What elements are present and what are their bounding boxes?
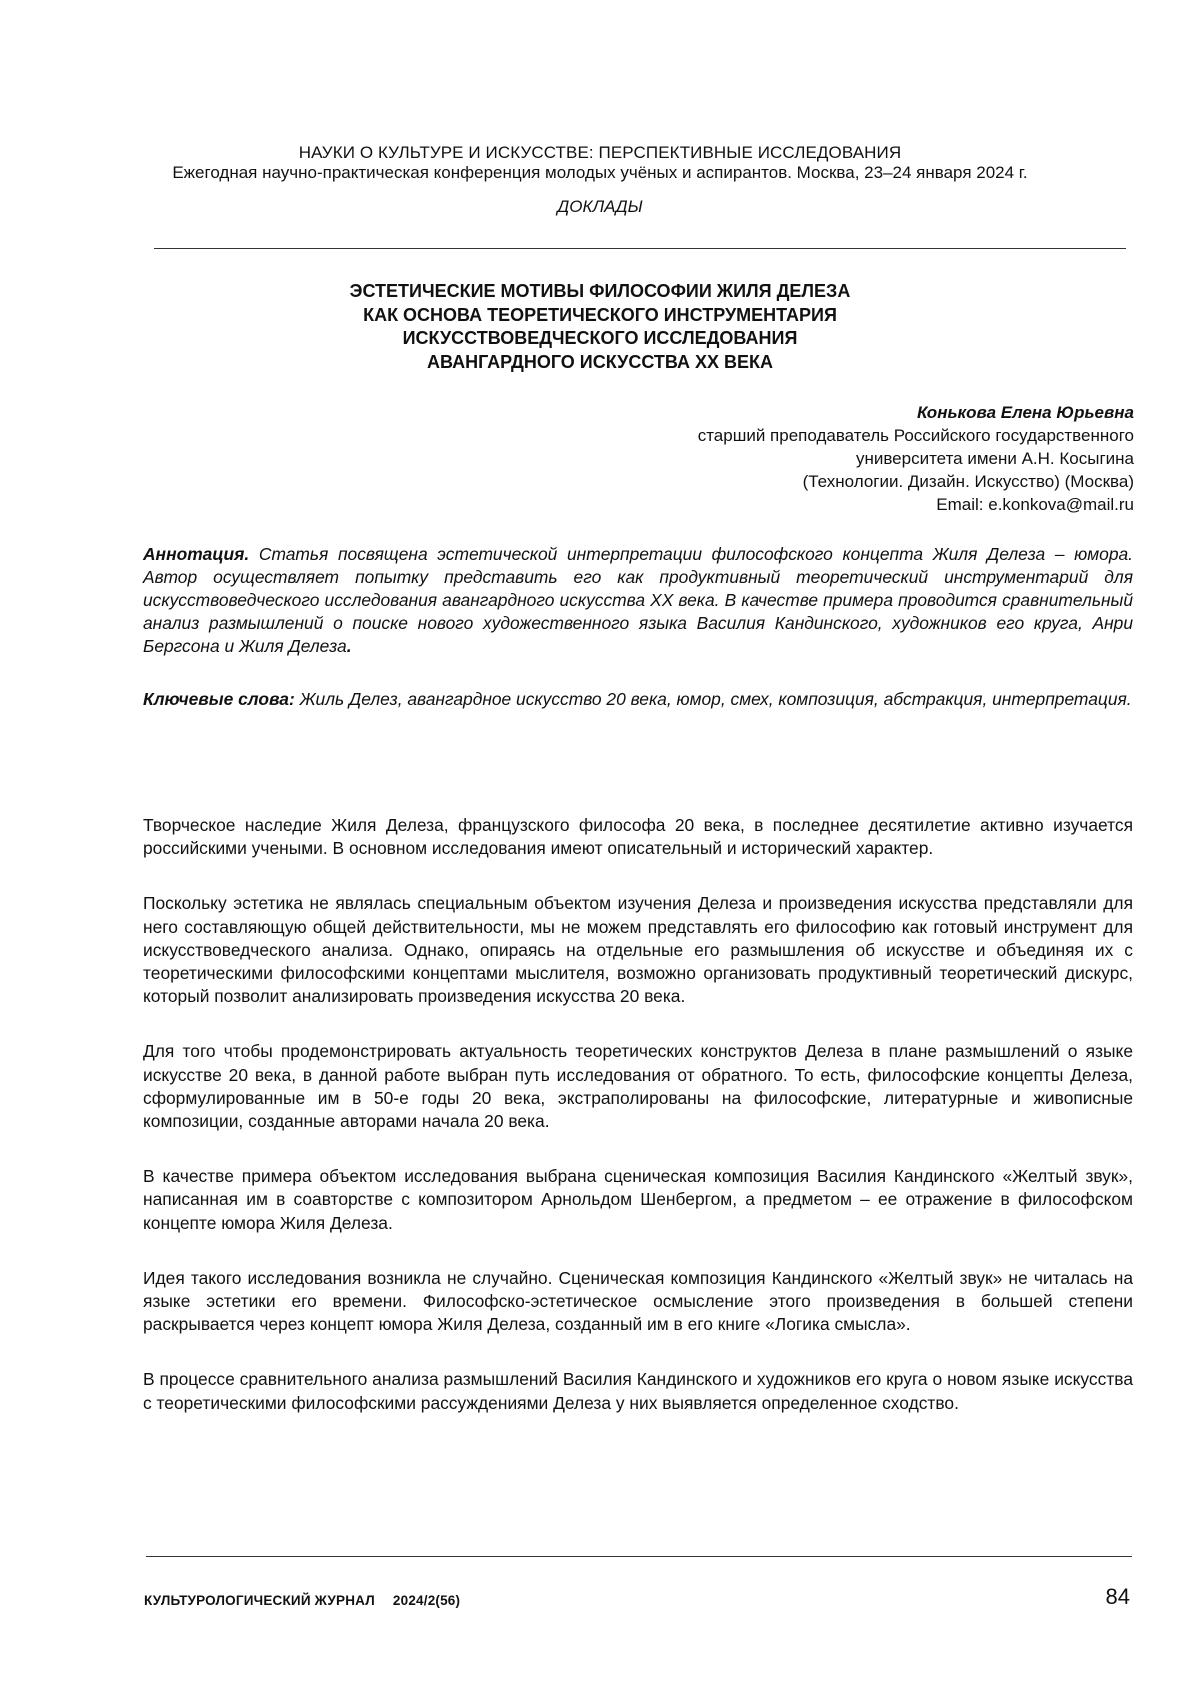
article-title-line: ЭСТЕТИЧЕСКИЕ МОТИВЫ ФИЛОСОФИИ ЖИЛЯ ДЕЛЕЗА — [349, 281, 851, 301]
author-affiliation-line: университета имени А.Н. Косыгина — [855, 449, 1134, 468]
keywords — [143, 688, 1133, 711]
author-email: Email: e.konkova@mail.ru — [936, 495, 1134, 514]
conference-title: НАУКИ О КУЛЬТУРЕ И ИСКУССТВЕ: ПЕРСПЕКТИВНЫЕ ИССЛЕДОВАНИЯ — [298, 143, 902, 162]
section-label: ДОКЛАДЫ — [557, 197, 643, 216]
article-body — [143, 814, 1133, 1447]
footer-divider — [146, 1556, 1132, 1557]
abstract-text: Статья посвящена эстетической интерпретации философского концепта Жиля Делеза – юмора. Автор осуществляет попытку представить его как продуктивный теоретический инструментарий для искусствоведческого исследования авангардного искусства XX века. В качестве примера проводится сравнительный анализ размышлений о поиске нового художественного языка Василия Кандинского, художников его круга, Анри Бергсона и Жиля Делеза — [143, 544, 1133, 656]
body-paragraph: Для того чтобы продемонстрировать актуальность теоретических конструктов Делеза в плане размышлений о языке искусстве 20 века, в данной работе выбран путь исследования от обратного. То есть, философские концепты Делеза, сформулированные им в 50-е годы 20 века, экстраполированы на философские, литературные и живописные композиции, созданные авторами начала 20 века. — [143, 1041, 1133, 1132]
header-divider — [154, 248, 1126, 249]
author-affiliation-line: (Технологии. Дизайн. Искусство) (Москва) — [802, 472, 1134, 491]
abstract-end-mark: . — [346, 636, 352, 656]
author-block — [514, 401, 1134, 516]
keywords-label: Ключевые слова: — [143, 689, 295, 709]
body-paragraph: В процессе сравнительного анализа размышлений Василия Кандинского и художников его круга о новом языке искусства с теоретическими философскими рассуждениями Делеза у них выявляется определенное сходство. — [143, 1369, 1133, 1413]
article-title-line: АВАНГАРДНОГО ИСКУССТВА XX ВЕКА — [426, 351, 774, 372]
article-title — [200, 280, 1000, 374]
journal-issue: 2024/2(56) — [392, 1593, 461, 1608]
footer-journal — [144, 1593, 474, 1608]
article-title-line: ИСКУССТВОВЕДЧЕСКОГО ИССЛЕДОВАНИЯ — [402, 328, 798, 348]
abstract — [143, 543, 1133, 658]
article-title-line: КАК ОСНОВА ТЕОРЕТИЧЕСКОГО ИНСТРУМЕНТАРИЯ — [363, 304, 837, 325]
page-number: 84 — [1105, 1584, 1130, 1609]
author-affiliation-line: старший преподаватель Российского государственного — [697, 426, 1134, 445]
conference-subtitle: Ежегодная научно-практическая конференция молодых учёных и аспирантов. Москва, 23–24 января 2024 г. — [172, 163, 1028, 182]
body-paragraph: Поскольку эстетика не являлась специальным объектом изучения Делеза и произведения искусства представляли для него составляющую общей действительности, мы не можем представлять его философию как готовый инструмент для искусствоведческого анализа. Однако, опираясь на отдельные его размышления об искусстве и объединяя их с теоретическими философскими концептами мыслителя, возможно организовать продуктивный теоретический дискурс, который позволит анализировать произведения искусства 20 века. — [143, 893, 1133, 1007]
abstract-label: Аннотация. — [143, 544, 250, 564]
body-paragraph: В качестве примера объектом исследования выбрана сценическая композиция Василия Кандинского «Желтый звук», написанная им в соавторстве с композитором Арнольдом Шенбергом, а предметом – ее отражение в философском концепте юмора Жиля Делеза. — [143, 1166, 1133, 1233]
body-paragraph: Творческое наследие Жиля Делеза, французского философа 20 века, в последнее десятилетие активно изучается российскими учеными. В основном исследования имеют описательный и исторический характер. — [143, 815, 1133, 859]
keywords-text: Жиль Делез, авангардное искусство 20 века, юмор, смех, композиция, абстракция, интерпретация. — [299, 689, 1132, 709]
body-paragraph: Идея такого исследования возникла не случайно. Сценическая композиция Кандинского «Желтый звук» не читалась на языке эстетики его времени. Философско-эстетическое осмысление этого произведения в большей степени раскрывается через концепт юмора Жиля Делеза, созданный им в его книге «Логика смысла». — [143, 1267, 1133, 1335]
author-name: Конькова Елена Юрьевна — [917, 403, 1134, 422]
journal-name: КУЛЬТУРОЛОГИЧЕСКИЙ ЖУРНАЛ — [144, 1593, 375, 1608]
